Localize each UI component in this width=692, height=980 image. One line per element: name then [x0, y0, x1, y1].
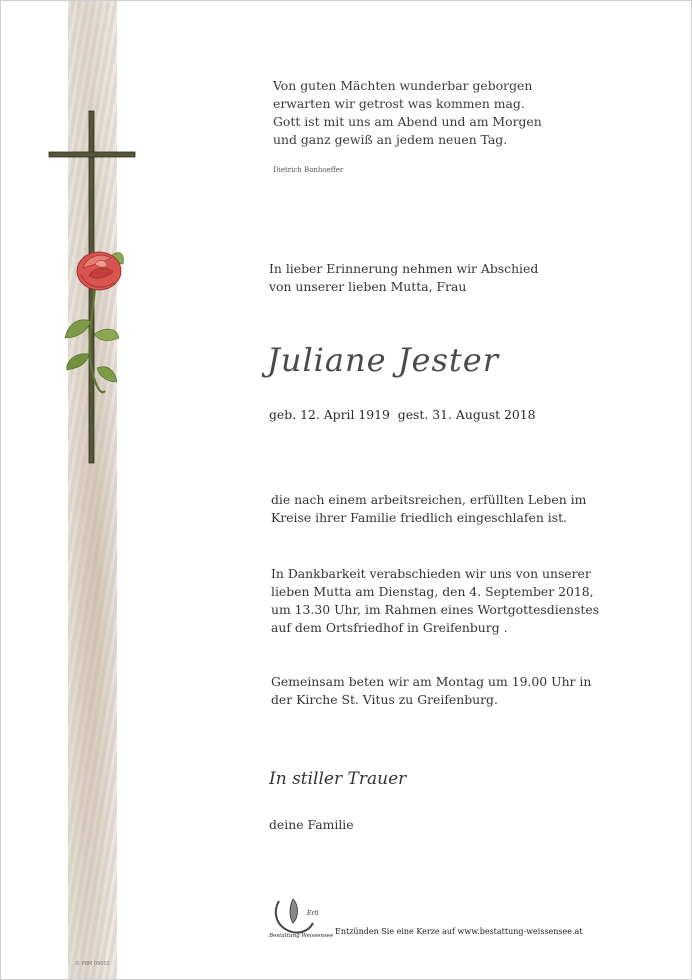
- paragraph-line: Gemeinsam beten wir am Montag um 19.00 Uhr in: [271, 674, 592, 689]
- intro-text: [269, 260, 538, 296]
- paragraph-line: auf dem Ortsfriedhof in Greifenburg .: [271, 620, 508, 635]
- paragraph-line: um 13.30 Uhr, im Rahmen eines Wortgottesdienstes: [271, 602, 600, 617]
- paragraph-line: die nach einem arbeitsreichen, erfüllten Leben im: [271, 492, 587, 507]
- cross-with-rose-icon: [45, 106, 137, 466]
- family-signature: deine Familie: [269, 817, 354, 832]
- candle-link[interactable]: Entzünden Sie eine Kerze auf www.bestattung-weissensee.at: [335, 927, 583, 936]
- poem-line: Gott ist mit uns am Abend und am Morgen: [273, 114, 542, 129]
- logo-text: Bestattung Weissensee: [269, 933, 333, 939]
- intro-line: In lieber Erinnerung nehmen wir Abschied: [269, 261, 539, 276]
- mourning-phrase: In stiller Trauer: [269, 769, 407, 789]
- paragraph-line: lieben Mutta am Dienstag, den 4. September 2018,: [271, 584, 594, 599]
- copyright-mark: © PBM 09002: [75, 961, 110, 967]
- paragraph-funeral: [271, 565, 599, 637]
- paragraph-line: Kreise ihrer Familie friedlich eingeschlafen ist.: [271, 510, 567, 525]
- paragraph-passing: [271, 491, 586, 527]
- intro-line: von unserer lieben Mutta, Frau: [269, 279, 467, 294]
- poem-line: Von guten Mächten wunderbar geborgen: [273, 78, 533, 93]
- paragraph-line: der Kirche St. Vitus zu Greifenburg.: [271, 692, 498, 707]
- poem-line: und ganz gewiß an jedem neuen Tag.: [273, 132, 508, 147]
- paragraph-prayer: [271, 673, 591, 709]
- deceased-name: Juliane Jester: [267, 341, 499, 379]
- poem-author: Dietrich Bonhoeffer: [273, 166, 344, 174]
- life-dates: geb. 12. April 1919 gest. 31. August 2018: [269, 407, 536, 422]
- paragraph-line: In Dankbarkeit verabschieden wir uns von unserer: [271, 566, 591, 581]
- funeral-home-logo-icon: [269, 895, 333, 939]
- poem-line: erwarten wir getrost was kommen mag.: [273, 96, 525, 111]
- poem: [273, 77, 542, 149]
- logo-owner-text: Ertl: [307, 910, 319, 917]
